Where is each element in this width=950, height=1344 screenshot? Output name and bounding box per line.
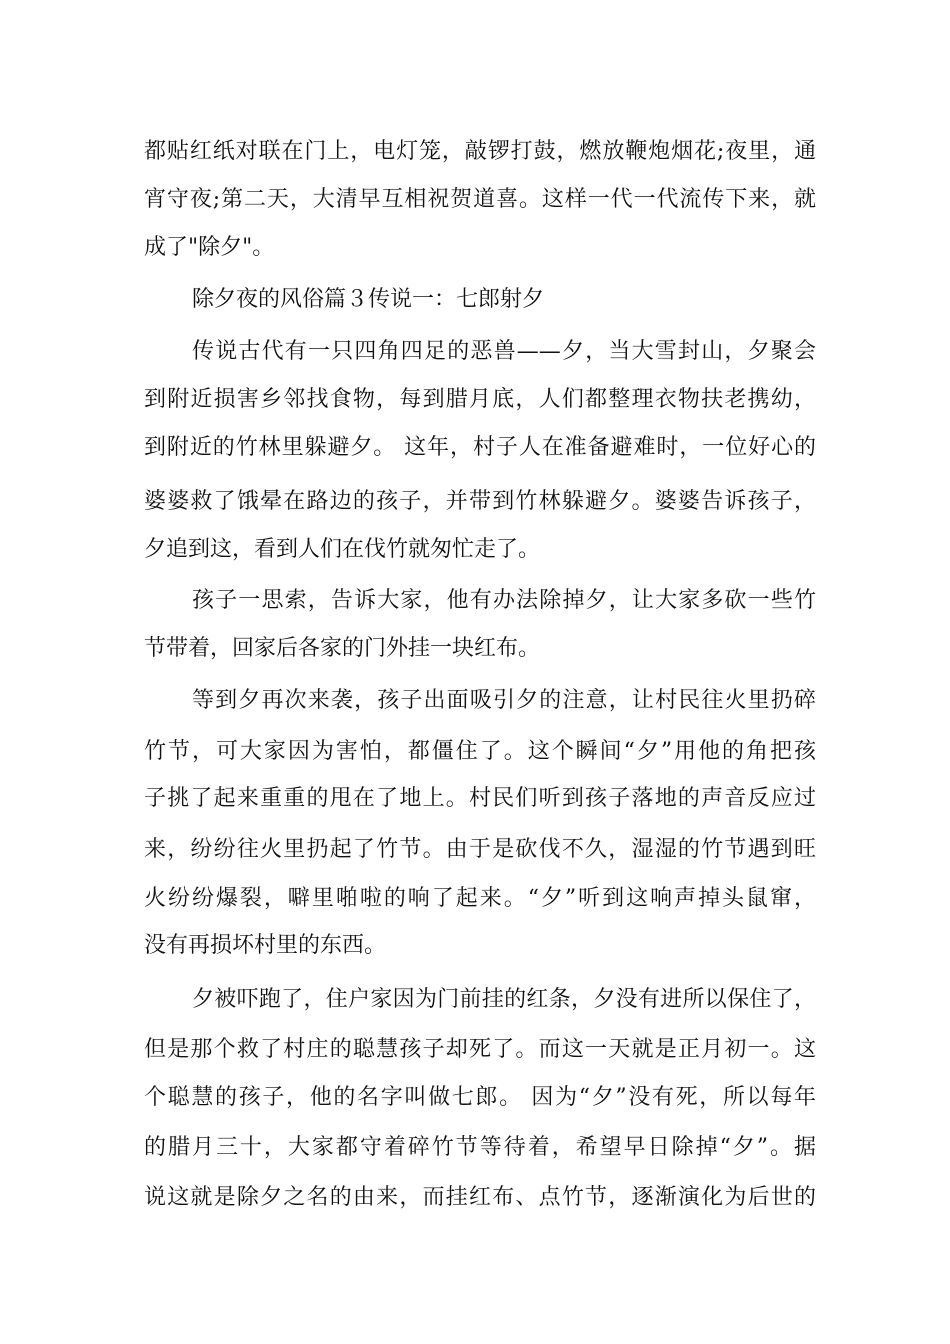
text-line: 节带着，回家后各家的门外挂一块红布。 — [144, 636, 541, 661]
text-line: 没有再损坏村里的东西。 — [144, 933, 387, 958]
text-line: 的腊月三十，大家都守着碎竹节等待着，希望早日除掉“夕”。据 — [144, 1135, 816, 1160]
text-line: 都贴红纸对联在门上，电灯笼，敲锣打鼓，燃放鞭炮烟花;夜里，通 — [144, 139, 816, 164]
text-line: 来，纷纷往火里扔起了竹节。由于是砍伐不久，湿湿的竹节遇到旺 — [144, 837, 816, 862]
text-line: 说这就是除夕之名的由来，而挂红布、点竹节，逐渐演化为后世的 — [144, 1185, 816, 1210]
text-line: 竹节，可大家因为害怕，都僵住了。这个瞬间“夕”用他的角把孩 — [144, 739, 816, 764]
text-line: 但是那个救了村庄的聪慧孩子却死了。而这一天就是正月初一。这 — [144, 1037, 816, 1062]
text-line: 等到夕再次来袭，孩子出面吸引夕的注意，让村民往火里扔碎 — [192, 688, 816, 713]
text-line: 婆婆救了饿晕在路边的孩子，并带到竹林躲避夕。婆婆告诉孩子， — [144, 489, 816, 514]
text-line: 个聪慧的孩子，他的名字叫做七郎。 因为“夕”没有死，所以每年 — [144, 1085, 816, 1110]
text-line: 火纷纷爆裂，噼里啪啦的响了起来。“夕”听到这响声掉头鼠窜， — [144, 886, 816, 911]
text-line: 子挑了起来重重的甩在了地上。村民们听到孩子落地的声音反应过 — [144, 786, 816, 811]
text-line: 夕追到这，看到人们在伐竹就匆忙走了。 — [144, 537, 541, 562]
text-line: 成了"除夕"。 — [144, 235, 275, 260]
text-line: 到附近的竹林里躲避夕。 这年，村子人在准备避难时，一位好心的 — [144, 435, 816, 460]
text-line: 到附近损害乡邻找食物，每到腊月底，人们都整理衣物扶老携幼， — [144, 387, 816, 412]
section-heading: 除夕夜的风俗篇３传说一：七郎射夕 — [192, 287, 545, 312]
text-line: 孩子一思索，告诉大家，他有办法除掉夕，让大家多砍一些竹 — [192, 588, 816, 613]
text-line: 夕被吓跑了，住户家因为门前挂的红条，夕没有进所以保住了， — [192, 987, 816, 1012]
text-line: 宵守夜;第二天，大清早互相祝贺道喜。这样一代一代流传下来，就 — [144, 187, 816, 212]
text-line: 传说古代有一只四角四足的恶兽——夕，当大雪封山，夕聚会 — [192, 339, 816, 364]
